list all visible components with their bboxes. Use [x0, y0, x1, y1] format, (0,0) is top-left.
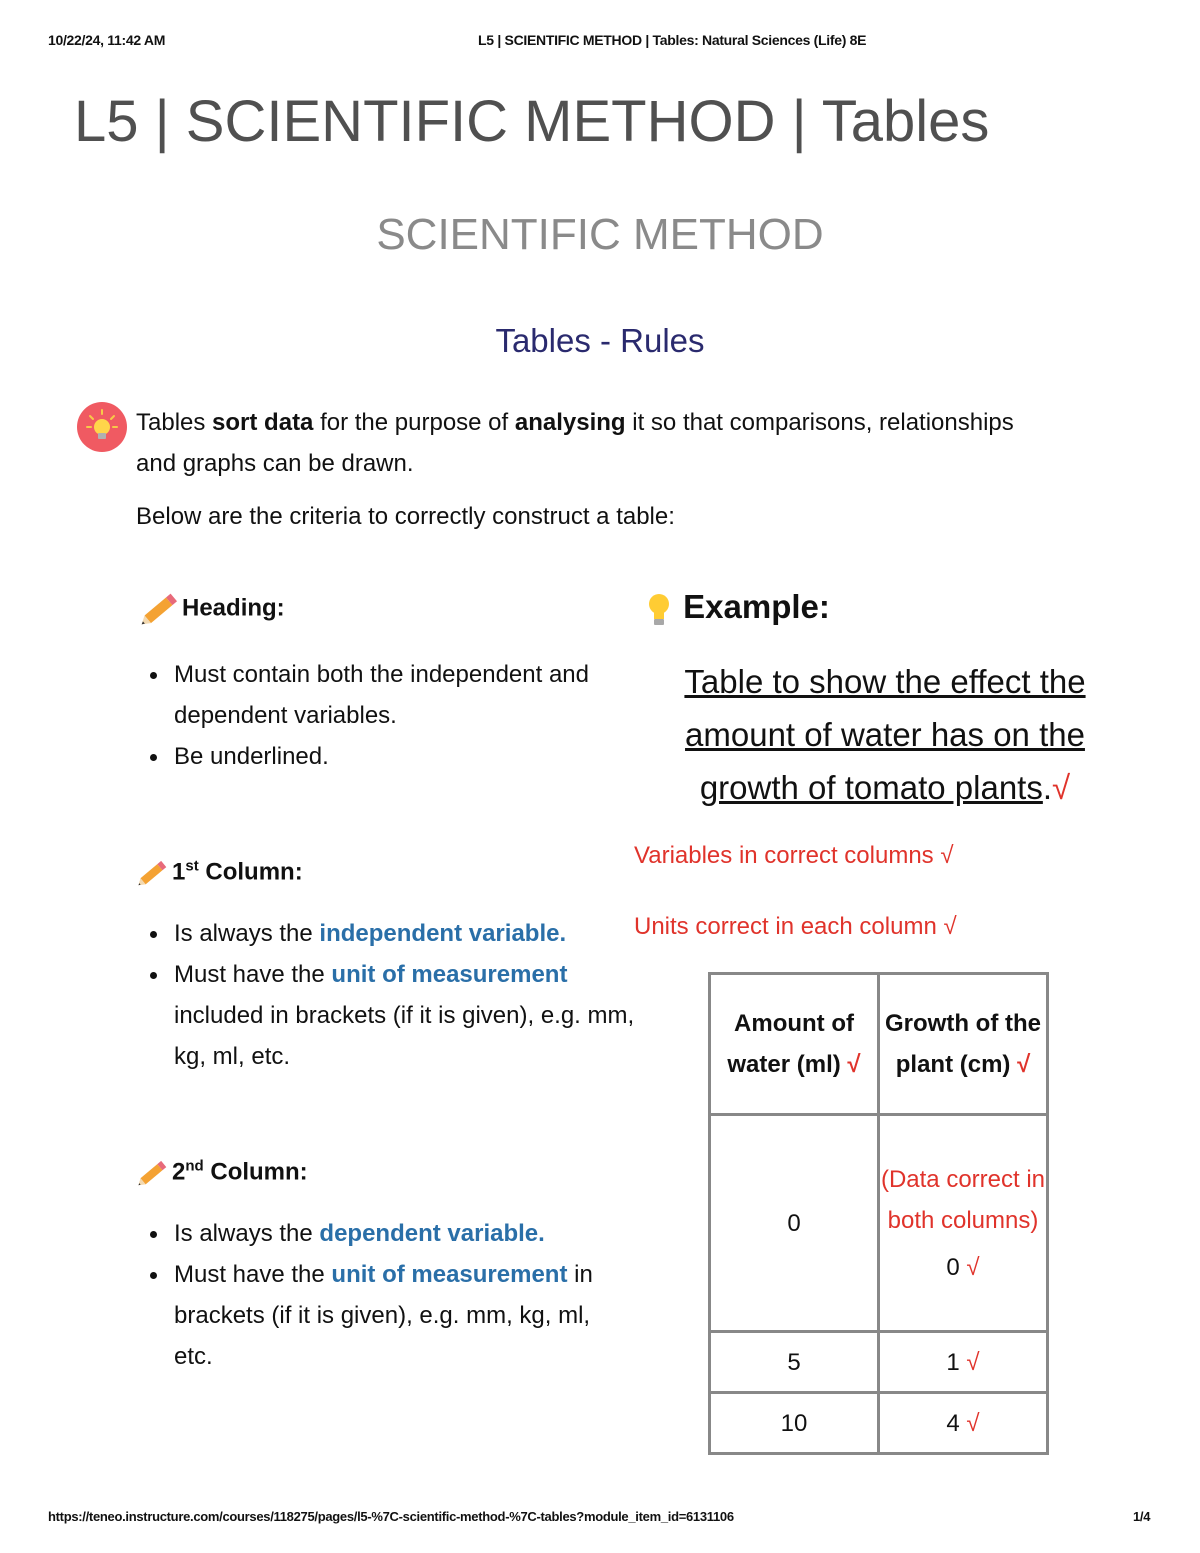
table-header-row [710, 974, 1048, 1115]
list-item: Must have the unit of measurement included in brackets (if it is given), e.g. mm, kg, ml, etc. [138, 954, 638, 1077]
note-variables: Variables in correct columns √ [634, 842, 954, 869]
print-page-number: 1/4 [1133, 1509, 1151, 1524]
second-column-section-title: 2nd Column: [134, 1154, 308, 1192]
list-item: Is always the dependent variable. [138, 1213, 608, 1254]
intro-paragraph: Tables sort data for the purpose of analysing it so that comparisons, relationships and graphs can be drawn. [136, 409, 1014, 477]
criteria-text: Below are the criteria to correctly construct a table: [136, 503, 675, 530]
lightbulb-icon [644, 591, 674, 627]
cell-water: 5 [710, 1332, 879, 1393]
example-data-table [708, 972, 1049, 1455]
list-item: Must have the unit of measurement in brackets (if it is given), e.g. mm, kg, ml, etc. [138, 1254, 608, 1377]
header-cell-water: Amount of water (ml) √ [710, 974, 879, 1115]
data-correct-note: (Data correct in both columns) [880, 1165, 1046, 1234]
check-mark: √ [847, 1051, 861, 1078]
check-mark: √ [966, 1348, 980, 1376]
first-column-section-title: 1st Column: [134, 854, 303, 892]
check-mark: √ [966, 1409, 980, 1437]
example-title: Example: [644, 588, 830, 627]
section-title: Tables - Rules [495, 322, 705, 359]
table-row [710, 1393, 1048, 1454]
example-table-heading: Table to show the effect the amount of water has on the growth of tomato plants.√ [684, 663, 1086, 806]
cell-water: 0 [710, 1115, 879, 1332]
second-column-criteria-list [138, 1213, 608, 1377]
page-subtitle: SCIENTIFIC METHOD [376, 210, 824, 259]
table-row [710, 1115, 1048, 1332]
note-units: Units correct in each column √ [634, 913, 957, 940]
check-mark: √ [1017, 1051, 1031, 1078]
check-mark: √ [1052, 769, 1071, 806]
lightbulb-icon [77, 402, 127, 452]
check-mark: √ [966, 1253, 980, 1281]
header-cell-growth: Growth of the plant (cm) √ [879, 974, 1048, 1115]
list-item: Must contain both the independent and dependent variables. [138, 654, 618, 736]
page-title: L5 | SCIENTIFIC METHOD | Tables [74, 89, 990, 154]
print-page-title: L5 | SCIENTIFIC METHOD | Tables: Natural Sciences (Life) 8E [478, 32, 867, 48]
cell-water: 10 [710, 1393, 879, 1454]
print-datetime: 10/22/24, 11:42 AM [48, 32, 166, 48]
cell-growth: (Data correct in both columns) 0 √ [879, 1115, 1048, 1332]
heading-section-title: Heading: [138, 590, 285, 628]
first-column-criteria-list [138, 913, 638, 1077]
heading-criteria-list [138, 654, 618, 777]
pencil-icon [134, 854, 172, 892]
list-item: Be underlined. [138, 736, 618, 777]
cell-growth: 1 √ [879, 1332, 1048, 1393]
print-url: https://teneo.instructure.com/courses/118275/pages/l5-%7C-scientific-method-%7C-tables?module_item_id=6131106 [48, 1509, 734, 1524]
pencil-icon [138, 590, 182, 628]
list-item: Is always the independent variable. [138, 913, 638, 954]
table-row [710, 1332, 1048, 1393]
cell-growth: 4 √ [879, 1393, 1048, 1454]
pencil-icon [134, 1154, 172, 1192]
